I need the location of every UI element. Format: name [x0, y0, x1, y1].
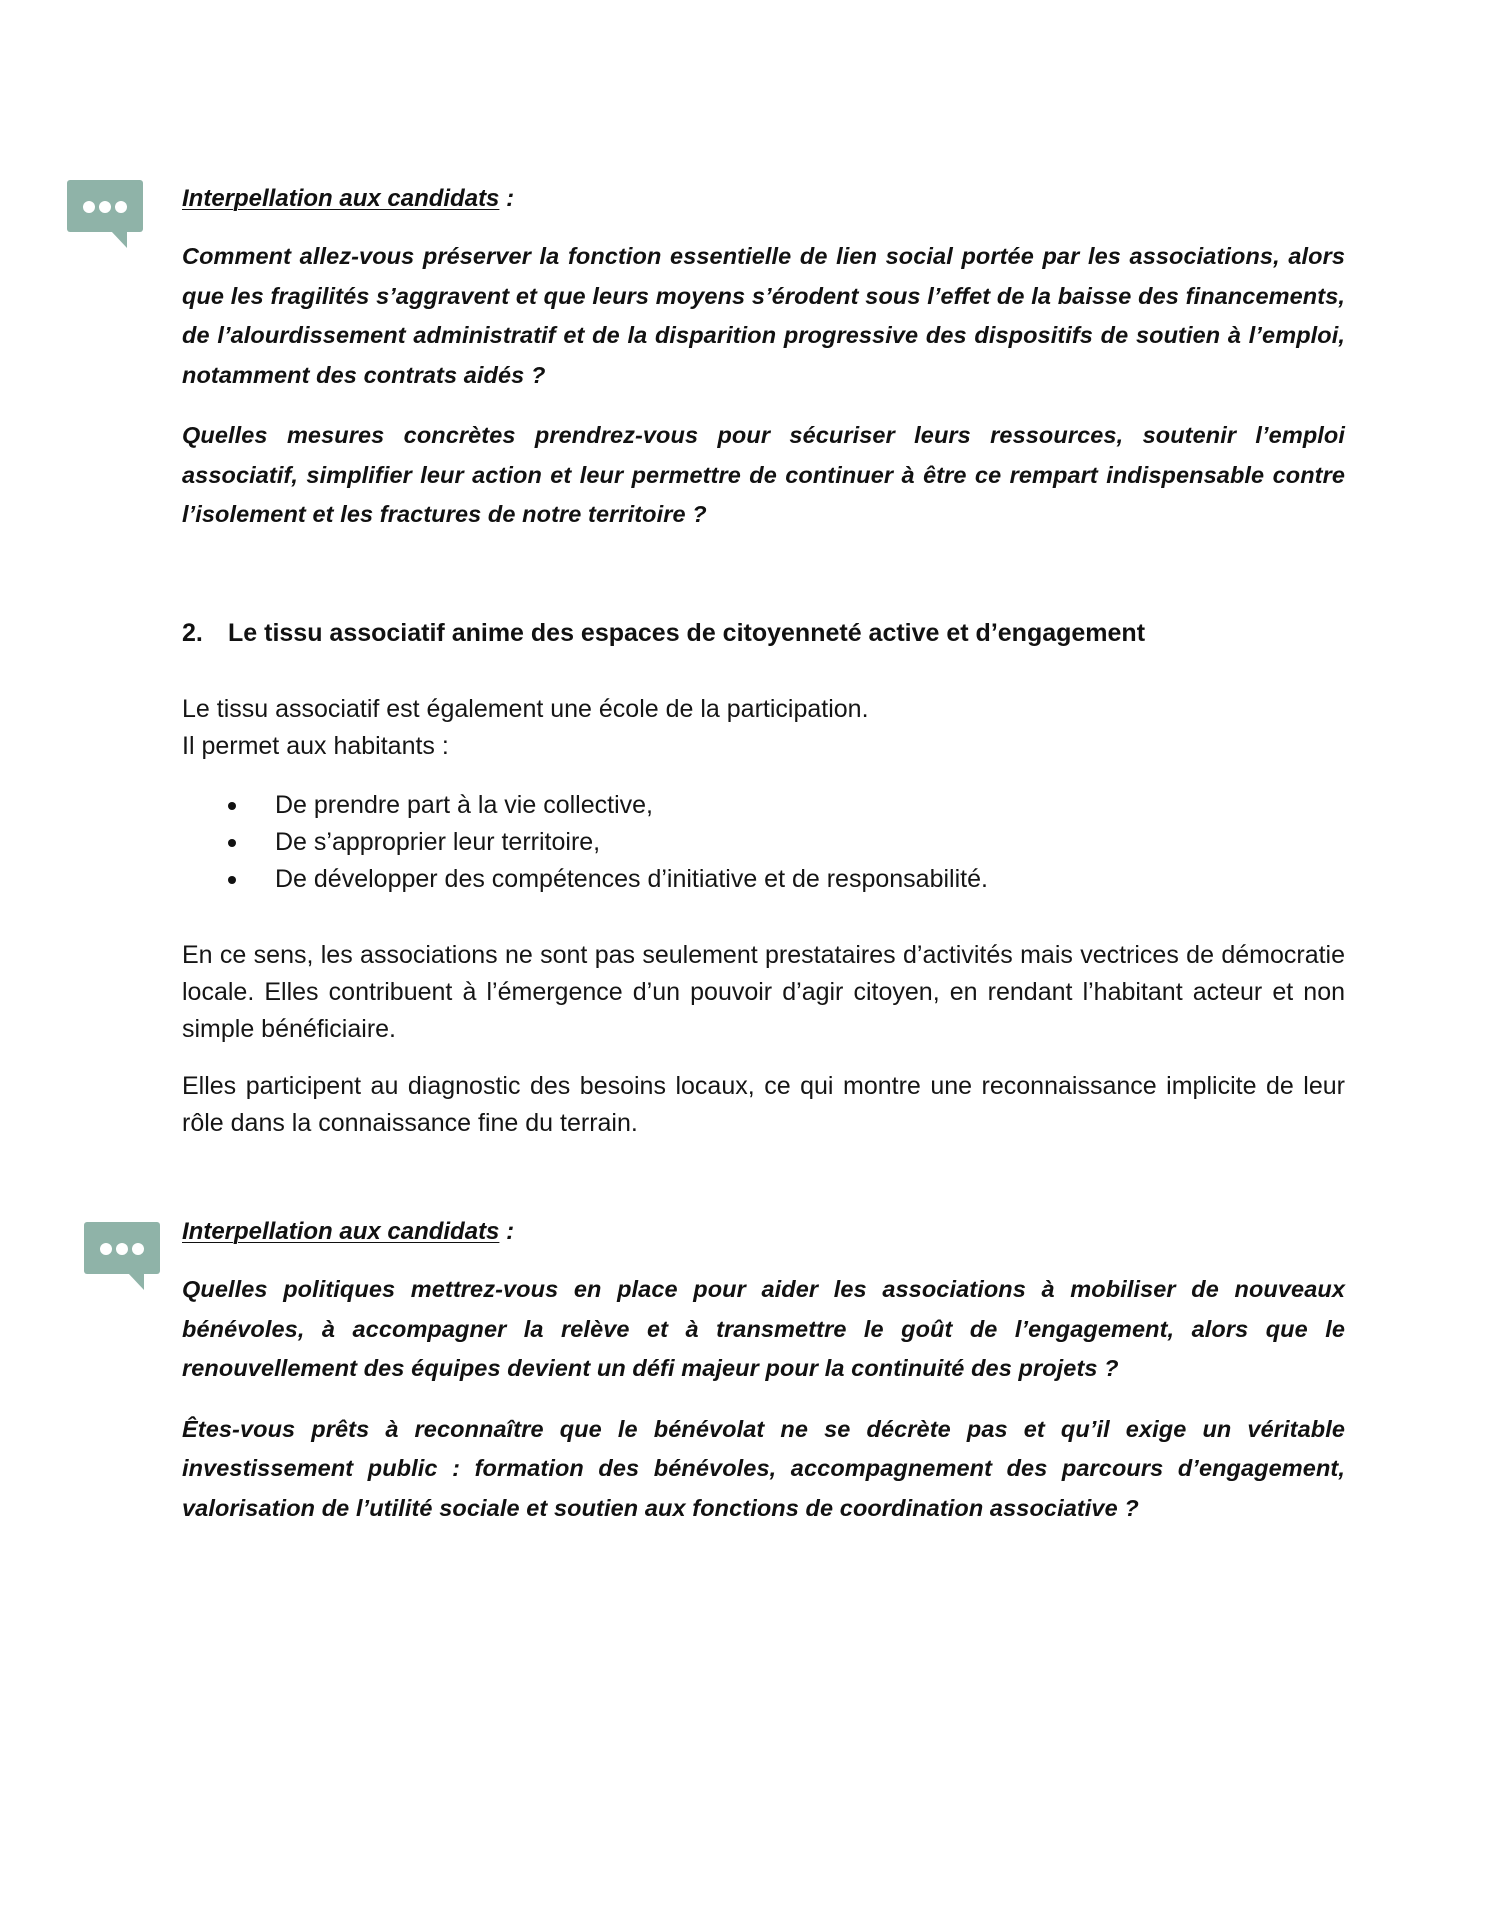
bullet-icon [228, 839, 236, 847]
interpellation-block-2 [182, 1216, 1345, 1528]
bullet-list [182, 787, 1345, 898]
section-paragraphs [182, 937, 1345, 1142]
interpellation-question: Comment allez-vous préserver la fonction essentielle de lien social portée par les associations, alors que les fragilités s’aggravent et que leurs moyens s’érodent sous l’effet de la baisse des financements, de l’alourdissement administratif et de la disparition progressive des dispositifs de soutien à l’emploi, notamment des contrats aidés ? [182, 243, 1345, 388]
section-number: 2. [182, 619, 203, 647]
paragraph: Elles participent au diagnostic des besoins locaux, ce qui montre une reconnaissance implicite de leur rôle dans la connaissance fine du terrain. [182, 1072, 1345, 1137]
interpellation-question: Quelles mesures concrètes prendrez-vous pour sécuriser leurs ressources, soutenir l’emploi associatif, simplifier leur action et leur permettre de continuer à être ce rempart indispensable contre l’isolement et les fractures de notre territoire ? [182, 422, 1345, 527]
interpellation-title: Interpellation aux candidats : [182, 1218, 515, 1245]
speech-bubble-icon [67, 180, 143, 250]
speech-bubble-icon [84, 1222, 160, 1292]
interpellation-question: Quelles politiques mettrez-vous en place pour aider les associations à mobiliser de nouveaux bénévoles, à accompagner la relève et à transmettre le goût de l’engagement, alors que le renouvellement des équipes devient un défi majeur pour la continuité des projets ? [182, 1276, 1345, 1381]
interpellation-title: Interpellation aux candidats : [182, 185, 515, 212]
bullet-icon [228, 802, 236, 810]
paragraph: En ce sens, les associations ne sont pas seulement prestataires d’activités mais vectrices de démocratie locale. Elles contribuent à l’émergence d’un pouvoir d’agir citoyen, en rendant l’habitant acteur et non simple bénéficiaire. [182, 941, 1345, 1043]
section-heading [182, 617, 1345, 649]
interpellation-question: Êtes-vous prêts à reconnaître que le bénévolat ne se décrète pas et qu’il exige un véritable investissement public : formation des bénévoles, accompagnement des parcours d’engagement, valorisation de l’utilité sociale et soutien aux fonctions de coordination associative ? [182, 1415, 1345, 1521]
list-item: De développer des compétences d’initiative et de responsabilité. [182, 861, 1345, 898]
intro-line: Il permet aux habitants : [182, 732, 449, 760]
bullet-icon [228, 876, 236, 884]
section-intro [182, 691, 1345, 765]
intro-line: Le tissu associatif est également une école de la participation. [182, 695, 869, 723]
section-title: Le tissu associatif anime des espaces de citoyenneté active et d’engagement [228, 619, 1146, 647]
list-item: De s’approprier leur territoire, [182, 824, 1345, 861]
interpellation-block-1 [182, 183, 1345, 535]
list-item: De prendre part à la vie collective, [182, 787, 1345, 824]
